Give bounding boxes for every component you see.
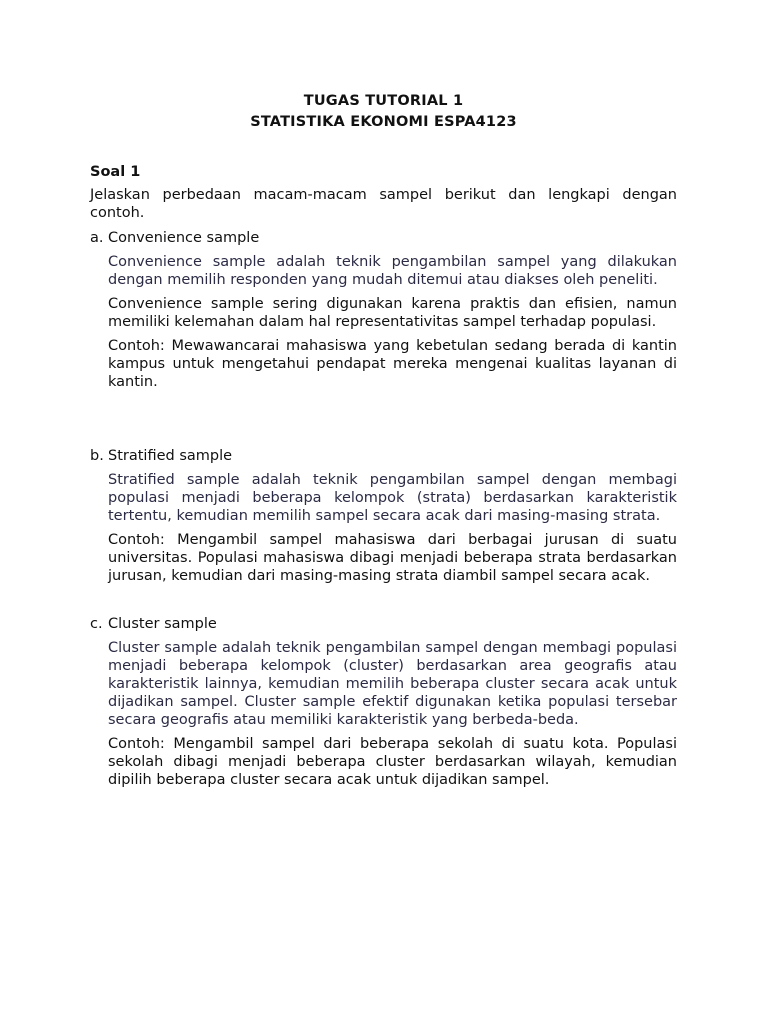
question-text: Jelaskan perbedaan macam-macam sampel berikut dan lengkapi dengan contoh. <box>90 187 677 221</box>
section-a-note: Convenience sample sering digunakan karena praktis dan efisien, namun memiliki kelemahan dalam hal representativitas sampel terhadap populasi. <box>108 296 677 330</box>
section-title: Convenience sample <box>108 230 260 246</box>
section-title: Cluster sample <box>108 616 217 632</box>
section-title: Stratified sample <box>108 448 233 464</box>
section-marker: a. <box>90 230 104 246</box>
section-marker: b. <box>90 448 104 464</box>
section-c-definition: Cluster sample adalah teknik pengambilan sampel dengan membagi populasi menjadi beberapa kelompok (cluster) berdasarkan area geografis atau karakteristik lainnya, kemudian memilih beberapa cluster secara acak untuk dijadikan sampel. Cluster sample efektif digunakan ketika populasi tersebar secara geografis atau memiliki karakteristik yang berbeda-beda. <box>108 640 677 728</box>
section-c-example: Contoh: Mengambil sampel dari beberapa sekolah di suatu kota. Populasi sekolah dibagi menjadi beberapa cluster berdasarkan wilayah, kemudian dipilih beberapa cluster secara acak untuk dijadikan sampel. <box>108 736 677 788</box>
title-line-2: STATISTIKA EKONOMI ESPA4123 <box>250 114 517 130</box>
section-a-definition: Convenience sample adalah teknik pengambilan sampel yang dilakukan dengan memilih responden yang mudah ditemui atau diakses oleh peneliti. <box>108 254 677 288</box>
section-marker: c. <box>90 616 103 632</box>
section-b-example: Contoh: Mengambil sampel mahasiswa dari berbagai jurusan di suatu universitas. Populasi mahasiswa dibagi menjadi beberapa strata berdasarkan jurusan, kemudian dari masing-masing strata diambil sampel secara acak. <box>108 532 677 584</box>
document-page <box>90 91 677 789</box>
soal-heading: Soal 1 <box>90 164 141 180</box>
section-b-label <box>90 447 677 465</box>
document-title <box>90 91 677 133</box>
section-a-example: Contoh: Mewawancarai mahasiswa yang kebetulan sedang berada di kantin kampus untuk mengetahui pendapat mereka mengenai kualitas layanan di kantin. <box>108 338 677 390</box>
section-c-label <box>90 615 677 633</box>
section-a-label <box>90 229 677 247</box>
section-b-definition: Stratified sample adalah teknik pengambilan sampel dengan membagi populasi menjadi beberapa kelompok (strata) berdasarkan karakteristik tertentu, kemudian memilih sampel secara acak dari masing-masing strata. <box>108 472 677 524</box>
title-line-1: TUGAS TUTORIAL 1 <box>303 93 464 109</box>
